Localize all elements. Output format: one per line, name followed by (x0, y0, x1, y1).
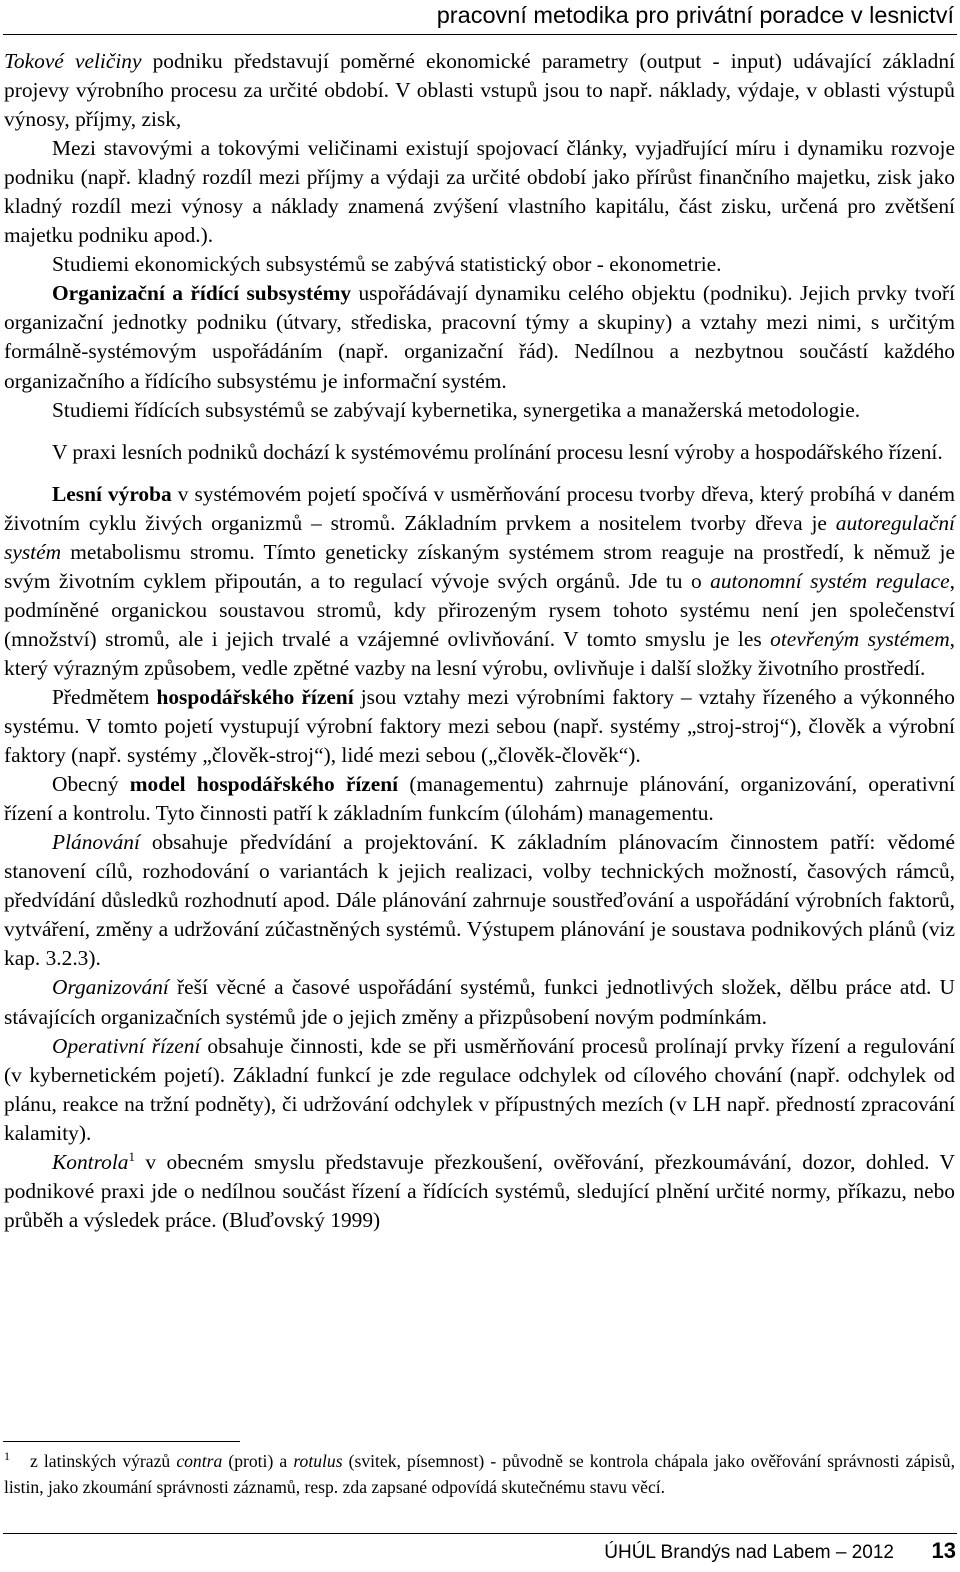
paragraph-text: uspořádávají dynamiku celého objektu (podniku). Jejich prvky tvoří organizační jednotky podniku (útvary, střediska, pracovní týmy a skupiny) a vztahy mezi nimi, s určitým formálně-systémovým uspořádáním (např. organizační řád). Nedílnou a nezbytnou součástí každého organizačního a řídícího subsystému je informační systém. (4, 281, 956, 393)
italic-term: otevřeným systémem (770, 626, 950, 651)
italic-term: contra (176, 1451, 223, 1471)
paragraph (4, 770, 955, 828)
italic-term: Organizování (52, 975, 169, 1000)
paragraph-text: podniku představují poměrné ekonomické parametry (output - input) udávající základní projevy výrobního procesu za určité období. V oblasti vstupů jsou to např. náklady, výdaje, v oblasti výstupů výnosy, příjmy, zisk, (4, 49, 955, 132)
paragraph: Studiemi ekonomických subsystémů se zabývá statistický obor - ekonometrie. (52, 252, 722, 277)
paragraph (4, 828, 955, 973)
bold-term: hospodářského řízení (156, 684, 354, 709)
paragraph (4, 1148, 955, 1235)
italic-term: autonomní systém regulace (710, 568, 950, 593)
paragraph-text: řeší věcné a časové uspořádání systémů, funkci jednotlivých složek, dělbu práce atd. U stávajících organizačních systémů jde o jejich změny a přizpůsobení novým podmínkám. (4, 975, 955, 1029)
paragraph (4, 973, 955, 1031)
body-text (4, 47, 955, 1235)
paragraph-text: (managementu) zahrnuje plánování, organizování, operativní řízení a kontrolu. Tyto činnosti patří k základním funkcím (úlohám) managementu. (4, 772, 955, 826)
italic-term: rotulus (293, 1451, 343, 1471)
running-footer: ÚHÚL Brandýs nad Labem – 2012 (604, 1542, 894, 1563)
bold-term: Organizační a řídící subsystémy (52, 281, 352, 306)
italic-term: Operativní řízení (52, 1033, 201, 1058)
paragraph (4, 47, 955, 134)
paragraph-text: metabolismu stromu. Tímto geneticky získaným systémem strom reaguje na prostředí, k němuž je svým životním cyklem připoután, a to regulací vývoje svých orgánů. Jde tu o (4, 539, 955, 593)
bold-term: model hospodářského řízení (129, 772, 399, 797)
footnote-divider (3, 1441, 240, 1442)
paragraph: Mezi stavovými a tokovými veličinami existují spojovací články, vyjadřující míru i dynamiku rozvoje podniku (např. kladný rozdíl mezi příjmy a výdaji za určité období jako přírůst finančního majetku, zisk jako kladný rozdíl mezi výnosy a náklady znamená zvýšení vlastního kapitálu, část zisku, určená pro zvětšení majetku podniku apod.). (4, 136, 955, 248)
paragraph (4, 480, 955, 683)
paragraph (4, 1032, 955, 1148)
paragraph-text: obsahuje předvídání a projektování. K základním plánovacím činnostem patří: vědomé stanovení cílů, rozhodování o variantách k jejich realizaci, volby technických možností, časových rámců, předvídání důsledků rozhodnutí apod. Dále plánování zahrnuje soustřeďování a uspořádání výrobních faktorů, vytváření, změny a udržování zúčastněných systémů. Výstupem plánování je soustava podnikových plánů (viz kap. 3.2.3). (4, 830, 955, 971)
paragraph-text: obsahuje činnosti, kde se při usměrňování procesů prolínají prvky řízení a regulování (v kybernetickém pojetí). Základní funkcí je zde regulace odchylek od cílového chování (např. odchylek od plánu, reakce na tržní podněty), či udržování odchylek v přípustných mezích (v LH např. předností zpracování kalamity). (4, 1033, 956, 1145)
page-number: 13 (931, 1538, 956, 1563)
header-divider (3, 34, 957, 35)
footnote-ref: 1 (128, 1148, 135, 1164)
paragraph-text: v obecném smyslu představuje přezkoušení, ověřování, přezkoumávání, dozor, dohled. V podnikové praxi jde o nedílnou součást řízení a řídících systémů, sledující plnění určité normy, příkazu, nebo průběh a výsledek práce. (Bluďovský 1999) (4, 1149, 955, 1232)
running-header: pracovní metodika pro privátní poradce v lesnictví (436, 2, 954, 28)
footnote-text: z latinských výrazů (30, 1451, 177, 1471)
footnote-text: (proti) a (222, 1451, 294, 1471)
paragraph-text: v systémovém pojetí spočívá v usměrňování procesu tvorby dřeva, který probíhá v daném životním cyklu živých organizmů – stromů. Základním prvkem a nositelem tvorby dřeva je (4, 481, 955, 535)
paragraph-text: , podmíněné organickou soustavou stromů, kdy přirozeným rysem tohoto systému není jen společenství (množství) stromů, ale i jejich trvalé a vzájemné ovlivňování. V tomto smyslu je les (4, 568, 955, 651)
paragraph: V praxi lesních podniků dochází k systémovému prolínání procesu lesní výroby a hospodářského řízení. (52, 439, 943, 464)
italic-term: autoregulační systém (4, 510, 955, 564)
paragraph (4, 279, 955, 395)
paragraph-text: Předmětem (52, 684, 157, 709)
footnote-text: (svitek, písemnost) - původně se kontrola chápala jako ověřování správnosti zápisů, listin, jako zkoumání správnosti záznamů, resp. zda zapsané odpovídá skutečnému stavu věcí. (4, 1451, 955, 1497)
bold-term: Lesní výroba (52, 481, 172, 506)
italic-term: Plánování (52, 830, 140, 855)
paragraph-text: jsou vztahy mezi výrobními faktory – vztahy řízeného a výkonného systému. V tomto pojetí vystupují výrobní faktory mezi sebou (např. systémy „stroj-stroj“), člověk a výrobní faktory (např. systémy „člověk-stroj“), lidé mezi sebou („člověk-člověk“). (4, 684, 956, 768)
paragraph-text: , který výrazným způsobem, vedle zpětné vazby na lesní výrobu, ovlivňuje i další složky životního prostředí. (4, 626, 955, 680)
paragraph-text: Obecný (52, 772, 130, 797)
italic-term: Kontrola (52, 1149, 129, 1174)
footnote (4, 1449, 955, 1500)
footnote-number: 1 (4, 1449, 10, 1463)
italic-term: Tokové veličiny (4, 49, 142, 73)
paragraph (4, 683, 955, 770)
paragraph: Studiemi řídících subsystémů se zabývají kybernetika, synergetika a manažerská metodologie. (52, 397, 861, 422)
footer-divider (3, 1533, 957, 1534)
